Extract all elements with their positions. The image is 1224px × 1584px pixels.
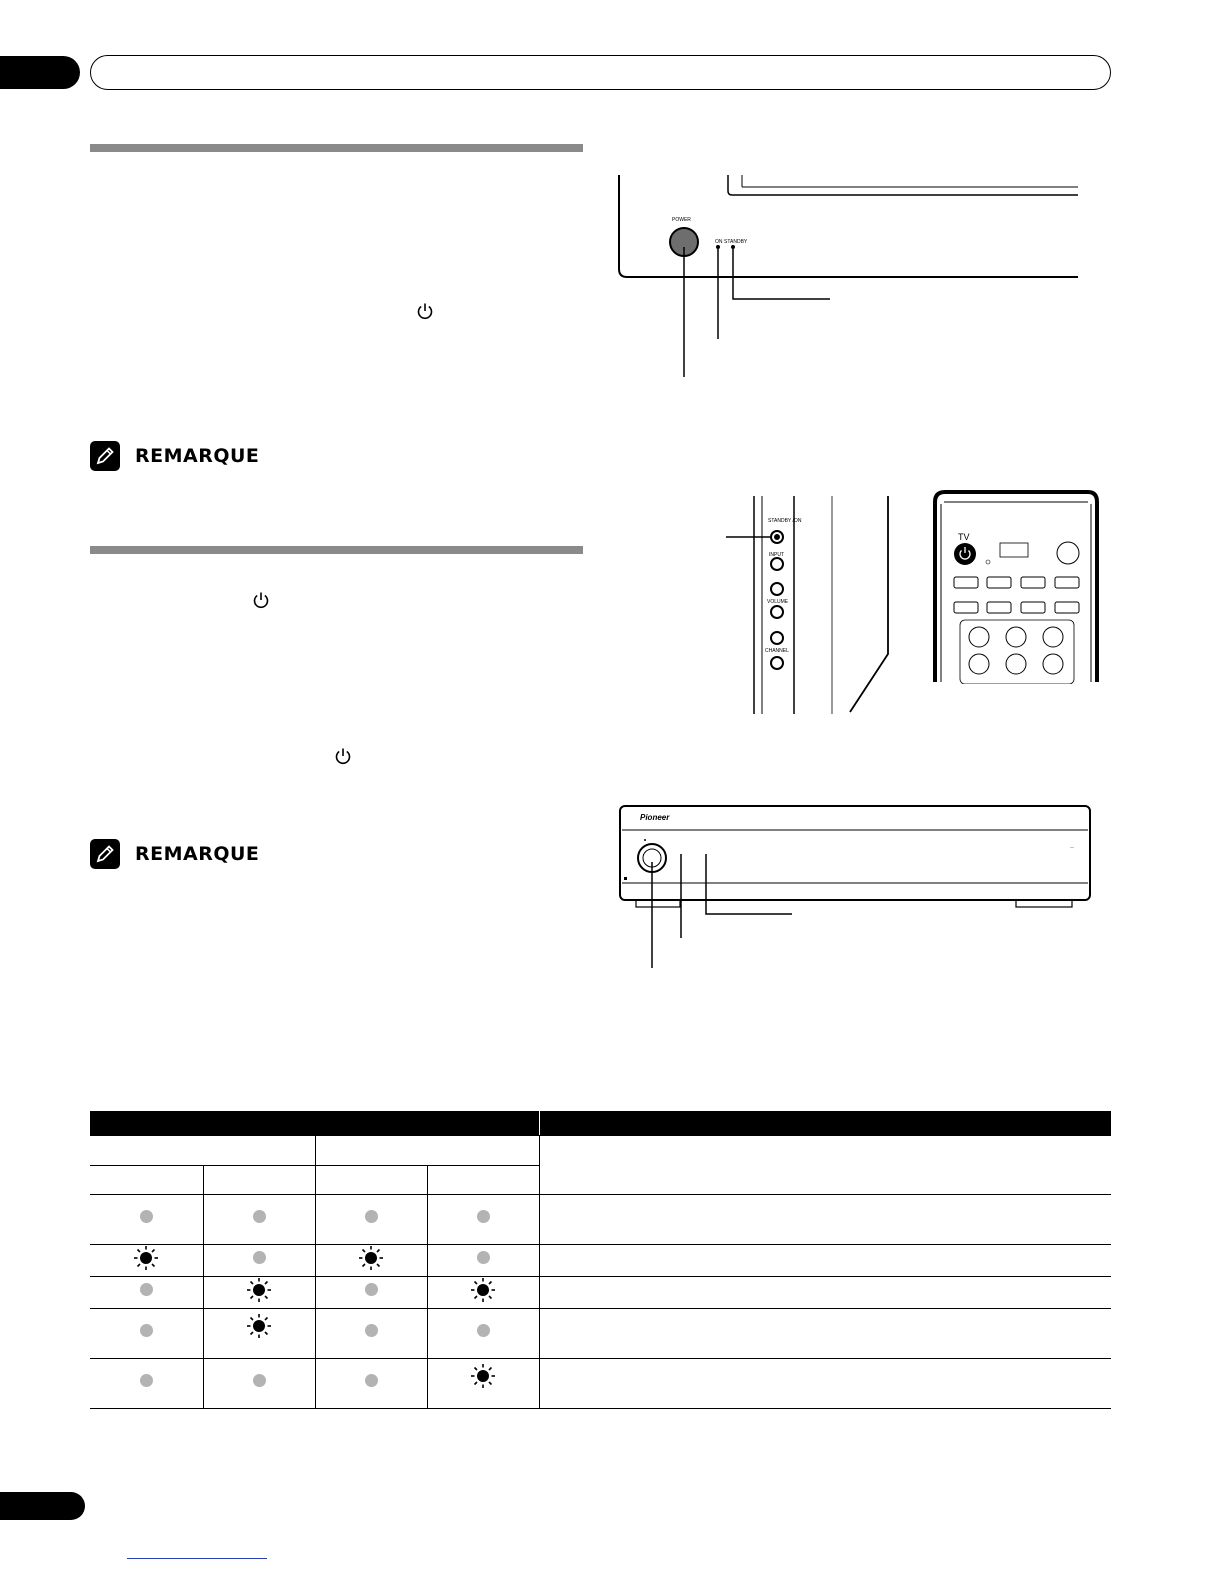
power-label: POWER <box>672 217 691 223</box>
tv-label: TV <box>958 532 970 542</box>
standby-on-label: STANDBY /ON <box>768 518 802 524</box>
indicator-off-icon <box>365 1374 378 1387</box>
indicator-cell <box>203 1244 315 1276</box>
indicator-cell <box>427 1358 539 1408</box>
indicator-off-icon <box>365 1283 378 1296</box>
indicator-lit-icon <box>246 1313 272 1339</box>
power-icon <box>252 591 270 609</box>
remote-control-illustration <box>930 488 1102 684</box>
pencil-icon <box>90 839 120 869</box>
indicator-off-icon <box>477 1324 490 1337</box>
table-subheader-cell <box>90 1165 203 1194</box>
indicator-off-icon <box>253 1374 266 1387</box>
indicator-off-icon <box>140 1210 153 1223</box>
indicator-cell <box>315 1194 427 1244</box>
section-rule-2 <box>90 546 583 554</box>
pioneer-logo: Pioneer <box>640 813 670 822</box>
indicator-lit-icon <box>246 1277 272 1303</box>
input-label: INPUT <box>769 552 784 558</box>
monitor-front-illustration <box>600 165 1090 380</box>
note-label: REMARQUE <box>135 445 260 467</box>
volume-label: VOLUME <box>767 599 789 605</box>
table-row <box>90 1358 1111 1408</box>
chapter-tab <box>0 56 80 89</box>
table-header-indicators <box>90 1111 539 1135</box>
table-row <box>90 1194 1111 1244</box>
indicator-cell <box>427 1276 539 1308</box>
indicator-off-icon <box>477 1251 490 1264</box>
indicator-cell <box>427 1308 539 1358</box>
note-label: REMARQUE <box>135 843 260 865</box>
indicator-lit-icon <box>470 1363 496 1389</box>
indicator-cell <box>90 1244 203 1276</box>
power-icon <box>416 302 434 320</box>
on-label: ON <box>715 239 723 245</box>
status-description <box>539 1358 1111 1408</box>
indicator-off-icon <box>253 1251 266 1264</box>
indicator-lit-icon <box>358 1245 384 1271</box>
indicator-cell <box>203 1358 315 1408</box>
indicator-off-icon <box>365 1324 378 1337</box>
indicator-off-icon <box>477 1210 490 1223</box>
table-row <box>90 1308 1111 1358</box>
side-panel-illustration <box>698 492 898 714</box>
indicator-lit-icon <box>133 1245 159 1271</box>
indicator-status-table <box>90 1111 1111 1409</box>
note-1 <box>90 441 259 471</box>
standby-label: STANDBY <box>724 239 748 245</box>
indicator-cell <box>203 1276 315 1308</box>
indicator-off-icon <box>140 1324 153 1337</box>
indicator-off-icon <box>140 1374 153 1387</box>
indicator-off-icon <box>253 1210 266 1223</box>
status-description <box>539 1244 1111 1276</box>
status-description <box>539 1308 1111 1358</box>
indicator-cell <box>90 1308 203 1358</box>
note-2 <box>90 839 259 869</box>
indicator-cell <box>315 1276 427 1308</box>
header-bar <box>90 55 1111 90</box>
indicator-cell <box>315 1358 427 1408</box>
table-description-header-cell <box>539 1135 1111 1194</box>
media-receiver-illustration <box>610 798 1095 973</box>
indicator-cell <box>90 1276 203 1308</box>
table-row <box>90 1244 1111 1276</box>
channel-label: CHANNEL <box>765 648 789 654</box>
indicator-cell <box>427 1244 539 1276</box>
table-subheader-cell <box>315 1165 427 1194</box>
section-rule-1 <box>90 144 583 152</box>
indicator-cell <box>203 1308 315 1358</box>
footer-link-underline <box>127 1558 267 1559</box>
indicator-off-icon <box>365 1210 378 1223</box>
table-header-description <box>539 1111 1111 1135</box>
status-description <box>539 1276 1111 1308</box>
indicator-cell <box>90 1358 203 1408</box>
badge-label: — <box>1070 844 1074 849</box>
table-subheader-cell <box>427 1165 539 1194</box>
table-subheader-cell <box>203 1165 315 1194</box>
status-description <box>539 1194 1111 1244</box>
table-row <box>90 1276 1111 1308</box>
indicator-cell <box>203 1194 315 1244</box>
indicator-lit-icon <box>470 1277 496 1303</box>
indicator-cell <box>427 1194 539 1244</box>
indicator-off-icon <box>140 1283 153 1296</box>
indicator-cell <box>315 1244 427 1276</box>
indicator-cell <box>90 1194 203 1244</box>
pencil-icon <box>90 441 120 471</box>
power-icon <box>334 747 352 765</box>
page-number-tab <box>0 1492 85 1520</box>
table-subheader-group-2 <box>315 1135 539 1165</box>
indicator-cell <box>315 1308 427 1358</box>
table-subheader-group-1 <box>90 1135 315 1165</box>
